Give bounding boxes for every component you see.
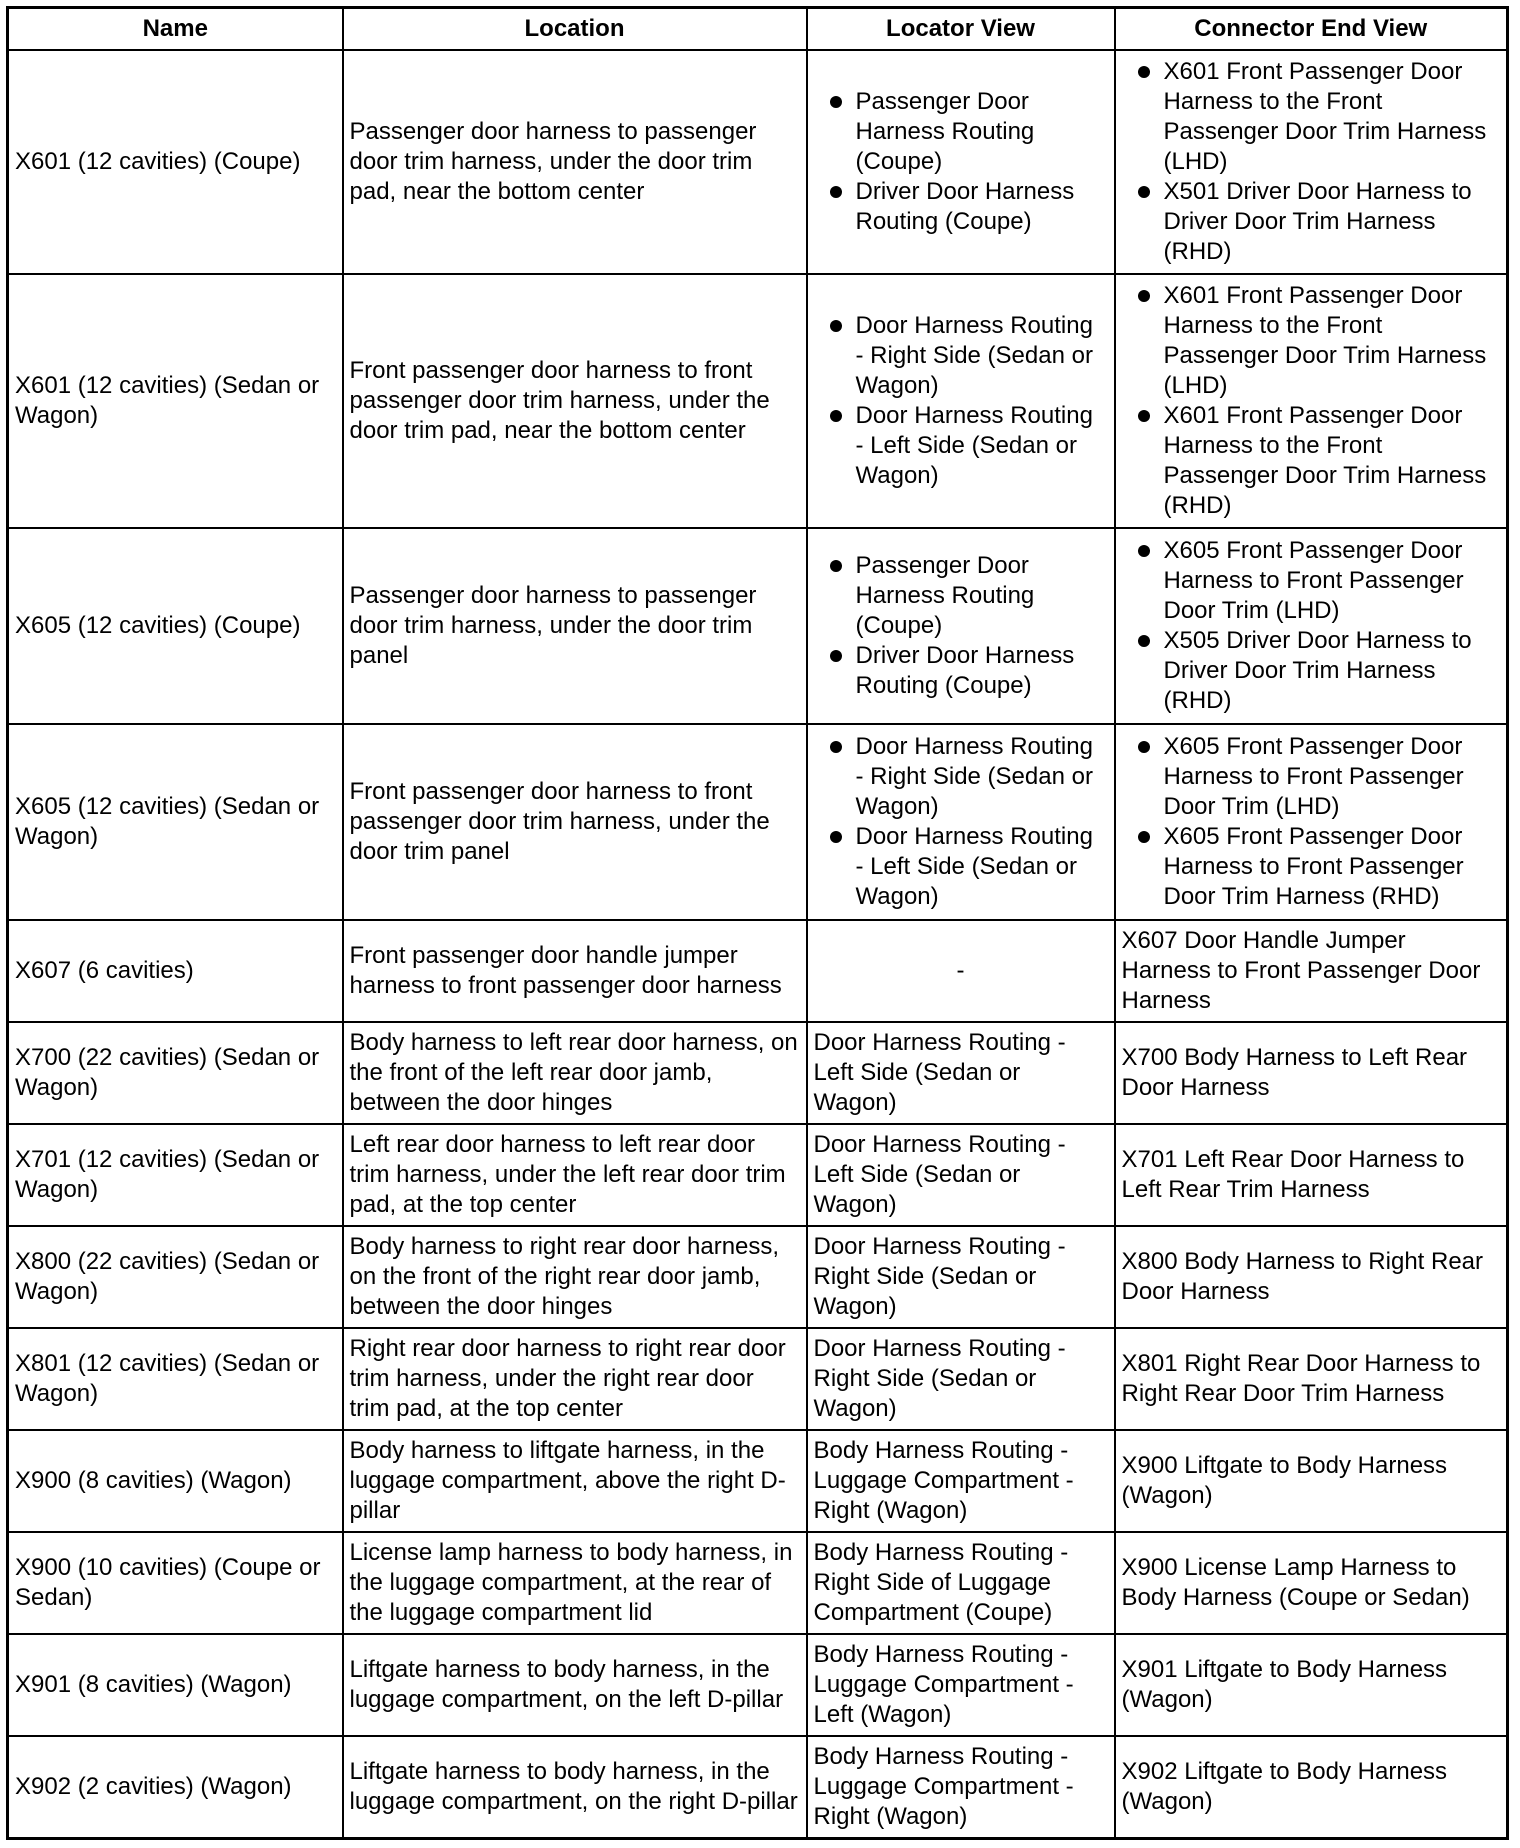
- cell-connector-end-view: [1115, 724, 1508, 920]
- locator-view-link[interactable]: Passenger Door Harness Routing (Coupe): [814, 551, 1108, 641]
- table-row: [8, 1736, 1508, 1838]
- locator-view-list: [814, 87, 1108, 237]
- locator-view-link[interactable]: Door Harness Routing - Right Side (Sedan or Wagon): [814, 311, 1108, 401]
- cell-connector-end-view[interactable]: X901 Liftgate to Body Harness (Wagon): [1115, 1634, 1508, 1736]
- cell-name: X900 (10 cavities) (Coupe or Sedan): [8, 1532, 343, 1634]
- cell-locator-view[interactable]: Body Harness Routing - Luggage Compartment - Right (Wagon): [807, 1736, 1115, 1838]
- connector-end-view-link[interactable]: X605 Front Passenger Door Harness to Front Passenger Door Trim (LHD): [1122, 536, 1501, 626]
- cell-location: Body harness to left rear door harness, on the front of the left rear door jamb, between the door hinges: [343, 1022, 807, 1124]
- cell-locator-view: [807, 50, 1115, 274]
- cell-locator-view[interactable]: Door Harness Routing - Left Side (Sedan or Wagon): [807, 1124, 1115, 1226]
- connector-end-view-list: [1122, 281, 1501, 521]
- cell-location: Front passenger door harness to front passenger door trim harness, under the door trim panel: [343, 724, 807, 920]
- locator-view-link[interactable]: Door Harness Routing - Left Side (Sedan or Wagon): [814, 401, 1108, 491]
- cell-connector-end-view[interactable]: X801 Right Rear Door Harness to Right Rear Door Trim Harness: [1115, 1328, 1508, 1430]
- table-row: [8, 1634, 1508, 1736]
- table-row: [8, 1328, 1508, 1430]
- cell-connector-end-view[interactable]: X607 Door Handle Jumper Harness to Front Passenger Door Harness: [1115, 920, 1508, 1022]
- cell-location: Passenger door harness to passenger door trim harness, under the door trim panel: [343, 528, 807, 724]
- cell-name: X700 (22 cavities) (Sedan or Wagon): [8, 1022, 343, 1124]
- connector-end-view-list: [1122, 57, 1501, 267]
- cell-name: X601 (12 cavities) (Coupe): [8, 50, 343, 274]
- cell-location: Liftgate harness to body harness, in the luggage compartment, on the right D-pillar: [343, 1736, 807, 1838]
- connector-end-view-link[interactable]: X505 Driver Door Harness to Driver Door Trim Harness (RHD): [1122, 626, 1501, 716]
- cell-locator-view[interactable]: Body Harness Routing - Luggage Compartment - Right (Wagon): [807, 1430, 1115, 1532]
- cell-connector-end-view: [1115, 274, 1508, 528]
- table-row: [8, 274, 1508, 528]
- cell-location: Body harness to right rear door harness, on the front of the right rear door jamb, between the door hinges: [343, 1226, 807, 1328]
- cell-name: X605 (12 cavities) (Coupe): [8, 528, 343, 724]
- cell-location: Front passenger door harness to front passenger door trim harness, under the door trim pad, near the bottom center: [343, 274, 807, 528]
- locator-view-list: [814, 551, 1108, 701]
- cell-locator-view[interactable]: Body Harness Routing - Right Side of Luggage Compartment (Coupe): [807, 1532, 1115, 1634]
- cell-name: X605 (12 cavities) (Sedan or Wagon): [8, 724, 343, 920]
- locator-view-list: [814, 311, 1108, 491]
- connector-end-view-link[interactable]: X601 Front Passenger Door Harness to the Front Passenger Door Trim Harness (RHD): [1122, 401, 1501, 521]
- cell-name: X701 (12 cavities) (Sedan or Wagon): [8, 1124, 343, 1226]
- table-row: [8, 1124, 1508, 1226]
- connector-end-view-link[interactable]: X601 Front Passenger Door Harness to the Front Passenger Door Trim Harness (LHD): [1122, 281, 1501, 401]
- cell-location: Left rear door harness to left rear door trim harness, under the left rear door trim pad, at the top center: [343, 1124, 807, 1226]
- table-row: [8, 1226, 1508, 1328]
- table-row: [8, 920, 1508, 1022]
- header-location: Location: [343, 8, 807, 51]
- connector-table: [6, 6, 1509, 1840]
- cell-locator-view[interactable]: Door Harness Routing - Right Side (Sedan or Wagon): [807, 1328, 1115, 1430]
- cell-connector-end-view[interactable]: X902 Liftgate to Body Harness (Wagon): [1115, 1736, 1508, 1838]
- cell-locator-view[interactable]: Door Harness Routing - Left Side (Sedan or Wagon): [807, 1022, 1115, 1124]
- cell-connector-end-view: [1115, 528, 1508, 724]
- cell-location: Right rear door harness to right rear door trim harness, under the right rear door trim pad, at the top center: [343, 1328, 807, 1430]
- connector-end-view-link[interactable]: X501 Driver Door Harness to Driver Door Trim Harness (RHD): [1122, 177, 1501, 267]
- connector-end-view-list: [1122, 732, 1501, 912]
- table-row: [8, 1430, 1508, 1532]
- locator-view-link[interactable]: Passenger Door Harness Routing (Coupe): [814, 87, 1108, 177]
- cell-location: Liftgate harness to body harness, in the luggage compartment, on the left D-pillar: [343, 1634, 807, 1736]
- table-row: [8, 724, 1508, 920]
- cell-name: X900 (8 cavities) (Wagon): [8, 1430, 343, 1532]
- locator-view-link[interactable]: Driver Door Harness Routing (Coupe): [814, 177, 1108, 237]
- locator-view-link[interactable]: Door Harness Routing - Right Side (Sedan or Wagon): [814, 732, 1108, 822]
- locator-view-link[interactable]: Door Harness Routing - Left Side (Sedan or Wagon): [814, 822, 1108, 912]
- cell-name: X607 (6 cavities): [8, 920, 343, 1022]
- table-header: [8, 8, 1508, 51]
- cell-connector-end-view: [1115, 50, 1508, 274]
- cell-location: Passenger door harness to passenger door trim harness, under the door trim pad, near the bottom center: [343, 50, 807, 274]
- cell-name: X902 (2 cavities) (Wagon): [8, 1736, 343, 1838]
- cell-name: X801 (12 cavities) (Sedan or Wagon): [8, 1328, 343, 1430]
- cell-name: X800 (22 cavities) (Sedan or Wagon): [8, 1226, 343, 1328]
- cell-connector-end-view[interactable]: X701 Left Rear Door Harness to Left Rear Trim Harness: [1115, 1124, 1508, 1226]
- table-row: [8, 50, 1508, 274]
- cell-connector-end-view[interactable]: X900 Liftgate to Body Harness (Wagon): [1115, 1430, 1508, 1532]
- table-row: [8, 1532, 1508, 1634]
- table-row: [8, 1022, 1508, 1124]
- header-connector-end-view: Connector End View: [1115, 8, 1508, 51]
- cell-locator-view: -: [807, 920, 1115, 1022]
- cell-location: Front passenger door handle jumper harness to front passenger door harness: [343, 920, 807, 1022]
- table-body: [8, 50, 1508, 1838]
- connector-end-view-link[interactable]: X601 Front Passenger Door Harness to the Front Passenger Door Trim Harness (LHD): [1122, 57, 1501, 177]
- cell-name: X601 (12 cavities) (Sedan or Wagon): [8, 274, 343, 528]
- cell-connector-end-view[interactable]: X800 Body Harness to Right Rear Door Harness: [1115, 1226, 1508, 1328]
- header-row: [8, 8, 1508, 51]
- locator-view-list: [814, 732, 1108, 912]
- cell-locator-view: [807, 528, 1115, 724]
- cell-connector-end-view[interactable]: X900 License Lamp Harness to Body Harness (Coupe or Sedan): [1115, 1532, 1508, 1634]
- cell-locator-view[interactable]: Body Harness Routing - Luggage Compartment - Left (Wagon): [807, 1634, 1115, 1736]
- header-locator-view: Locator View: [807, 8, 1115, 51]
- connector-end-view-link[interactable]: X605 Front Passenger Door Harness to Front Passenger Door Trim (LHD): [1122, 732, 1501, 822]
- cell-location: Body harness to liftgate harness, in the luggage compartment, above the right D-pillar: [343, 1430, 807, 1532]
- cell-location: License lamp harness to body harness, in the luggage compartment, at the rear of the luggage compartment lid: [343, 1532, 807, 1634]
- cell-locator-view: [807, 274, 1115, 528]
- cell-locator-view: [807, 724, 1115, 920]
- connector-end-view-link[interactable]: X605 Front Passenger Door Harness to Front Passenger Door Trim Harness (RHD): [1122, 822, 1501, 912]
- cell-connector-end-view[interactable]: X700 Body Harness to Left Rear Door Harness: [1115, 1022, 1508, 1124]
- connector-end-view-list: [1122, 536, 1501, 716]
- header-name: Name: [8, 8, 343, 51]
- locator-view-link[interactable]: Driver Door Harness Routing (Coupe): [814, 641, 1108, 701]
- table-row: [8, 528, 1508, 724]
- cell-name: X901 (8 cavities) (Wagon): [8, 1634, 343, 1736]
- cell-locator-view[interactable]: Door Harness Routing - Right Side (Sedan or Wagon): [807, 1226, 1115, 1328]
